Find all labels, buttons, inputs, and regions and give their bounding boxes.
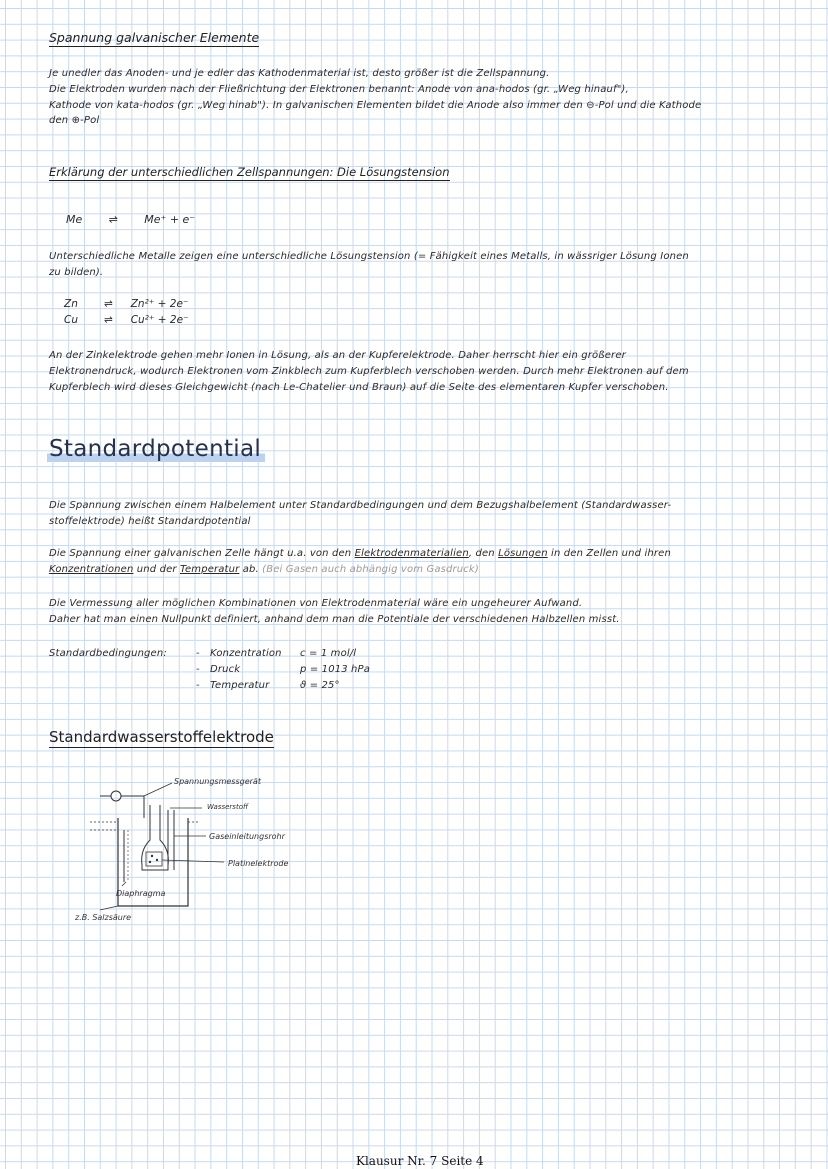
text-span: ab.	[239, 563, 263, 575]
leader-line	[100, 906, 118, 910]
text-line: zu bilden).	[49, 266, 104, 278]
leader-line	[122, 882, 126, 886]
label-gas-tube: Gaseinleitungsrohr	[209, 832, 285, 841]
section1-text	[49, 66, 701, 129]
text-line: Kupferblech wird dieses Gleichgewicht (nach Le-Chatelier und Braun) auf die Seite des elementaren Kupfer verschoben.	[49, 381, 669, 393]
condition-value: p = 1013 hPa	[300, 663, 371, 675]
text-line: stoffelektrode) heißt Standardpotential	[49, 515, 251, 527]
heading-standard-potential: Standardpotential	[47, 436, 265, 464]
text-line: Unterschiedliche Metalle zeigen eine unterschiedliche Lösungstension (= Fähigkeit eines Metalls, in wässriger Lösung Ionen	[49, 251, 689, 262]
text-line	[49, 562, 671, 578]
eq-right: Zn²⁺ + 2e⁻	[130, 298, 189, 310]
text-line: Kathode von kata-hodos (gr. „Weg hinab"). In galvanischen Elementen bildet die Anode also immer den ⊖-Pol und die Kathode	[49, 99, 702, 111]
text-line: An der Zinkelektrode gehen mehr Ionen in Lösung, als an der Kupferelektrode. Daher herrscht hier ein größerer	[49, 350, 626, 361]
underlined-term: Elektrodenmaterialien	[354, 548, 469, 559]
list-dash: -	[196, 663, 200, 675]
text-line: den ⊕-Pol	[49, 115, 100, 127]
text-line: Die Spannung zwischen einem Halbelement unter Standardbedingungen und dem Bezugshalbelement (Standardwasser-	[49, 500, 672, 511]
condition-value: ϑ = 25°	[300, 679, 340, 691]
eq-right: Me⁺ + e⁻	[144, 213, 196, 226]
platinum-plate	[146, 852, 162, 866]
condition-value: c = 1 mol/l	[300, 648, 357, 659]
muted-note: (Bei Gasen auch abhängig vom Gasdruck)	[262, 563, 479, 575]
text-span: in den Zellen und ihren	[547, 548, 671, 559]
condition-name: Temperatur	[210, 679, 270, 691]
text-line: Je unedler das Anoden- und je edler das Kathodenmaterial ist, desto größer ist die Zellspannung.	[49, 68, 550, 79]
section3-definition	[49, 498, 671, 530]
label-diaphragm: Diaphragma	[116, 889, 166, 898]
eq-left: Cu	[64, 314, 78, 326]
label-platinum-electrode: Platinelektrode	[228, 859, 289, 868]
section3-dependencies	[49, 546, 671, 578]
label-acid: z.B. Salzsäure	[75, 913, 132, 922]
page-footer: Klausur Nr. 7 Seite 4	[356, 1154, 484, 1168]
hydrogen-electrode-diagram	[60, 770, 320, 930]
equation-metal	[66, 213, 195, 226]
condition-name: Konzentration	[210, 648, 282, 659]
bubble	[156, 859, 158, 861]
list-dash: -	[196, 648, 200, 659]
condition-item	[196, 678, 370, 694]
section2-text	[49, 249, 689, 281]
leader-line	[144, 783, 172, 796]
label-hydrogen: Wasserstoff	[207, 803, 249, 811]
bubble	[151, 855, 153, 857]
eq-left: Zn	[64, 298, 78, 310]
eq-right: Cu²⁺ + 2e⁻	[130, 314, 189, 326]
label-voltmeter: Spannungsmessgerät	[174, 777, 261, 786]
underlined-term: Lösungen	[498, 548, 548, 559]
text-span: , den	[468, 548, 499, 559]
equation-zinc	[64, 298, 188, 310]
conditions-label: Standardbedingungen:	[49, 648, 167, 659]
heading-standard-hydrogen-electrode: Standardwasserstoffelektrode	[49, 728, 274, 746]
list-dash: -	[196, 679, 200, 691]
section2-text-2	[49, 348, 689, 395]
section3-reference	[49, 596, 620, 628]
text-span: und der	[133, 563, 180, 575]
text-line: Die Elektroden wurden nach der Fließrichtung der Elektronen benannt: Anode von ana-hodos (gr. „Weg hinauf"),	[49, 83, 629, 95]
section-title-galvanic-voltage: Spannung galvanischer Elemente	[49, 30, 260, 45]
text-line: Elektronendruck, wodurch Elektronen vom Zinkblech zum Kupferblech verschoben werden. Durch mehr Elektronen auf dem	[49, 365, 689, 377]
condition-name: Druck	[210, 663, 241, 675]
equation-copper	[64, 314, 189, 326]
conditions-list	[196, 646, 370, 693]
text-line: Die Vermessung aller möglichen Kombinationen von Elektrodenmaterial wäre ein ungeheurer Aufwand.	[49, 598, 583, 609]
bubble	[149, 861, 151, 863]
equilibrium-arrow-icon: ⇌	[103, 314, 113, 326]
eq-left: Me	[66, 213, 83, 226]
text-span: Die Spannung einer galvanischen Zelle hängt u.a. von den	[49, 548, 355, 559]
voltmeter-icon	[111, 791, 121, 801]
text-line	[49, 546, 671, 562]
section-title-solution-tension: Erklärung der unterschiedlichen Zellspannungen: Die Lösungstension	[49, 165, 450, 179]
underlined-term: Konzentrationen	[49, 563, 134, 575]
leader-line	[162, 860, 224, 862]
text-line: Daher hat man einen Nullpunkt definiert, anhand dem man die Potentiale der verschiedenen Halbzellen misst.	[49, 613, 620, 625]
underlined-term: Temperatur	[179, 563, 240, 575]
condition-item	[196, 646, 370, 662]
condition-item	[196, 662, 370, 678]
equilibrium-arrow-icon: ⇌	[108, 213, 118, 226]
equilibrium-arrow-icon: ⇌	[103, 298, 113, 310]
